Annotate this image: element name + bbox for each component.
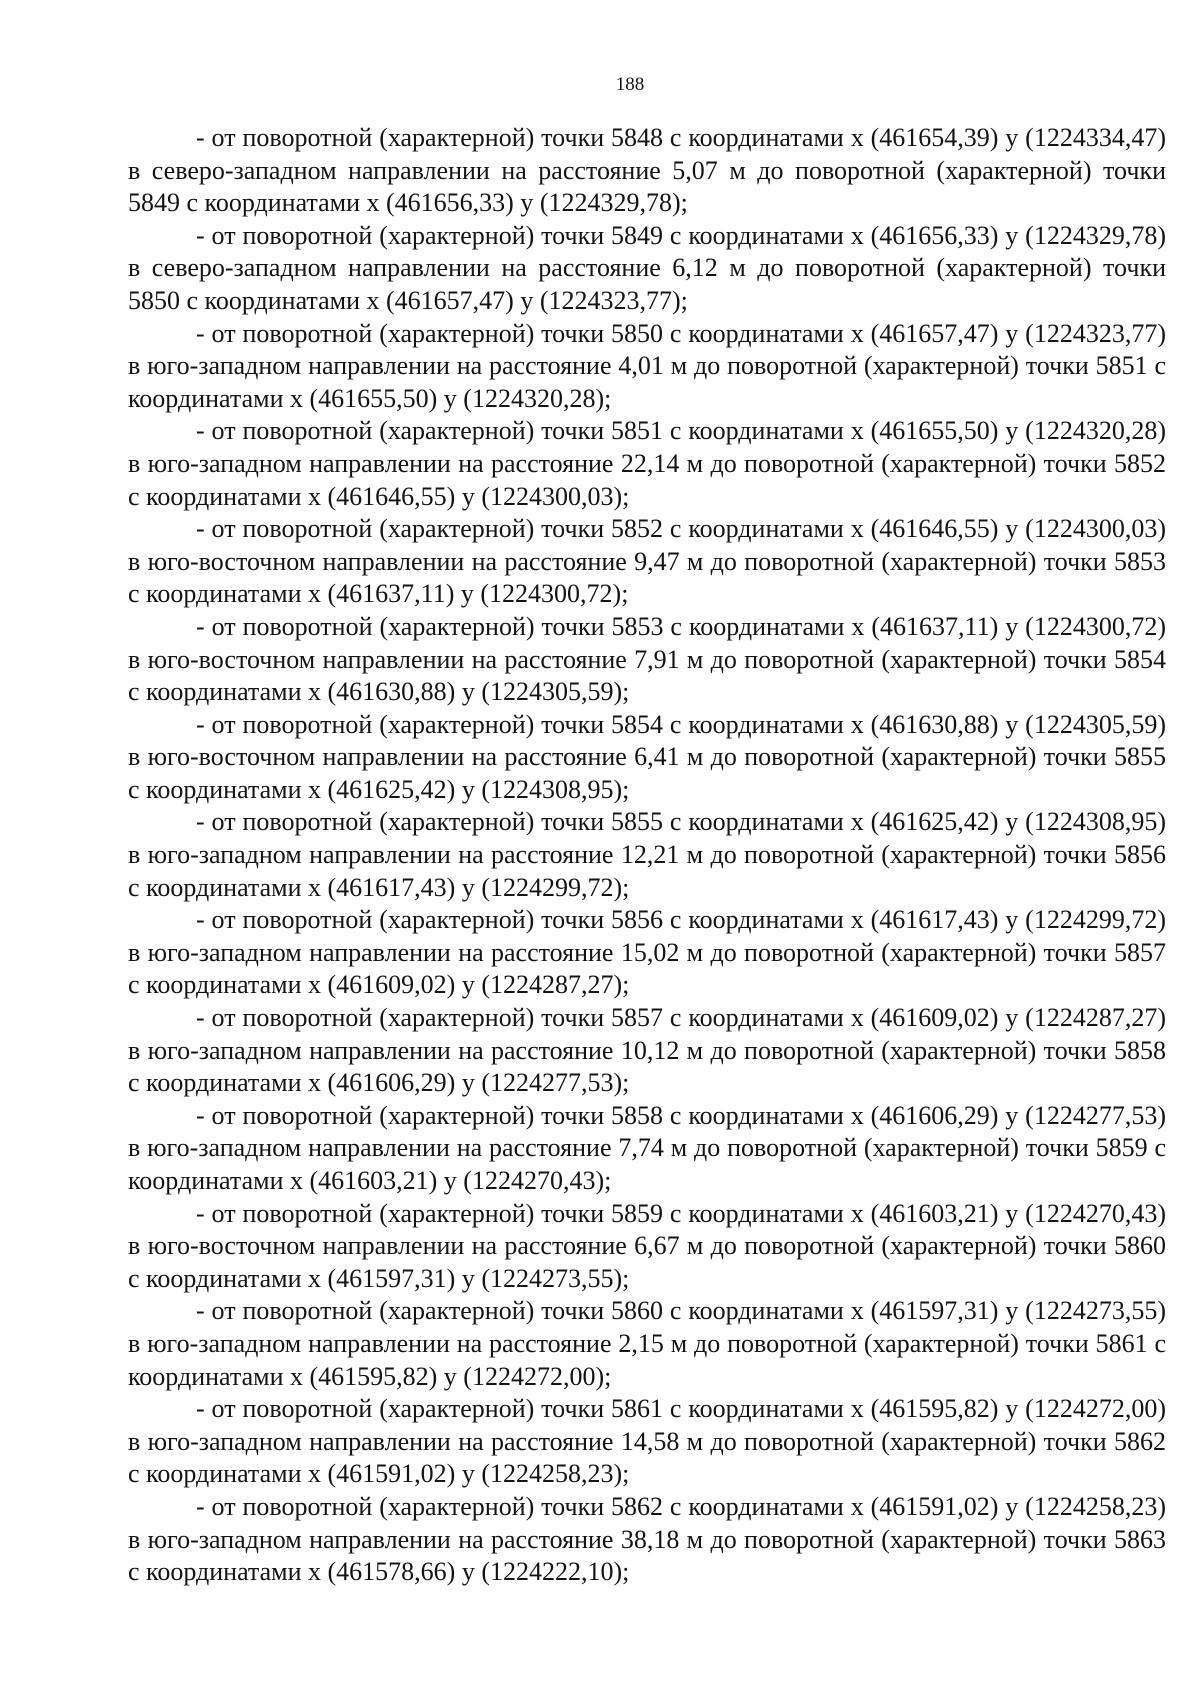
boundary-segment-paragraph: - от поворотной (характерной) точки 5852 с координатами x (461646,55) y (1224300,03) в юго-восточном направлении на расстояние 9,47 м до поворотной (характерной) точки 5853 с координатами x (461637,11) y (1224300,72); (128, 514, 1166, 609)
boundary-segment-paragraph: - от поворотной (характерной) точки 5860 с координатами x (461597,31) y (1224273,55) в юго-западном направлении на расстояние 2,15 м до поворотной (характерной) точки 5861 с координатами x (461595,82) y (1224272,00); (128, 1296, 1166, 1391)
boundary-description (128, 122, 1166, 1589)
boundary-segment-paragraph: - от поворотной (характерной) точки 5851 с координатами x (461655,50) y (1224320,28) в юго-западном направлении на расстояние 22,14 м до поворотной (характерной) точки 5852 с координатами x (461646,55) y (1224300,03); (128, 416, 1166, 511)
boundary-segment-paragraph: - от поворотной (характерной) точки 5857 с координатами x (461609,02) y (1224287,27) в юго-западном направлении на расстояние 10,12 м до поворотной (характерной) точки 5858 с координатами x (461606,29) y (1224277,53); (128, 1003, 1166, 1098)
boundary-segment-paragraph: - от поворотной (характерной) точки 5850 с координатами x (461657,47) y (1224323,77) в юго-западном направлении на расстояние 4,01 м до поворотной (характерной) точки 5851 с координатами x (461655,50) y (1224320,28); (128, 318, 1166, 413)
boundary-segment-paragraph: - от поворотной (характерной) точки 5853 с координатами x (461637,11) y (1224300,72) в юго-восточном направлении на расстояние 7,91 м до поворотной (характерной) точки 5854 с координатами x (461630,88) y (1224305,59); (128, 611, 1166, 707)
boundary-segment-paragraph: - от поворотной (характерной) точки 5858 с координатами x (461606,29) y (1224277,53) в юго-западном направлении на расстояние 7,74 м до поворотной (характерной) точки 5859 с координатами x (461603,21) y (1224270,43); (128, 1100, 1166, 1195)
boundary-segment-paragraph: - от поворотной (характерной) точки 5855 с координатами x (461625,42) y (1224308,95) в юго-западном направлении на расстояние 12,21 м до поворотной (характерной) точки 5856 с координатами x (461617,43) y (1224299,72); (128, 807, 1166, 902)
boundary-segment-paragraph: - от поворотной (характерной) точки 5859 с координатами x (461603,21) y (1224270,43) в юго-восточном направлении на расстояние 6,67 м до поворотной (характерной) точки 5860 с координатами x (461597,31) y (1224273,55); (128, 1198, 1166, 1293)
boundary-segment-paragraph: - от поворотной (характерной) точки 5848 с координатами x (461654,39) y (1224334,47) в северо-западном направлении на расстояние 5,07 м до поворотной (характерной) точки 5849 с координатами x (461656,33) y (1224329,78); (128, 123, 1166, 218)
boundary-segment-paragraph: - от поворотной (характерной) точки 5849 с координатами x (461656,33) y (1224329,78) в северо-западном направлении на расстояние 6,12 м до поворотной (характерной) точки 5850 с координатами x (461657,47) y (1224323,77); (128, 220, 1166, 315)
boundary-segment-paragraph: - от поворотной (характерной) точки 5862 с координатами x (461591,02) y (1224258,23) в юго-западном направлении на расстояние 38,18 м до поворотной (характерной) точки 5863 с координатами x (461578,66) y (1224222,10); (128, 1491, 1166, 1587)
boundary-segment-paragraph: - от поворотной (характерной) точки 5861 с координатами x (461595,82) y (1224272,00) в юго-западном направлении на расстояние 14,58 м до поворотной (характерной) точки 5862 с координатами x (461591,02) y (1224258,23); (128, 1394, 1166, 1489)
page-number: 188 (615, 74, 645, 95)
boundary-segment-paragraph: - от поворотной (характерной) точки 5856 с координатами x (461617,43) y (1224299,72) в юго-западном направлении на расстояние 15,02 м до поворотной (характерной) точки 5857 с координатами x (461609,02) y (1224287,27); (128, 905, 1166, 1000)
boundary-segment-paragraph: - от поворотной (характерной) точки 5854 с координатами x (461630,88) y (1224305,59) в юго-восточном направлении на расстояние 6,41 м до поворотной (характерной) точки 5855 с координатами x (461625,42) y (1224308,95); (128, 709, 1166, 804)
